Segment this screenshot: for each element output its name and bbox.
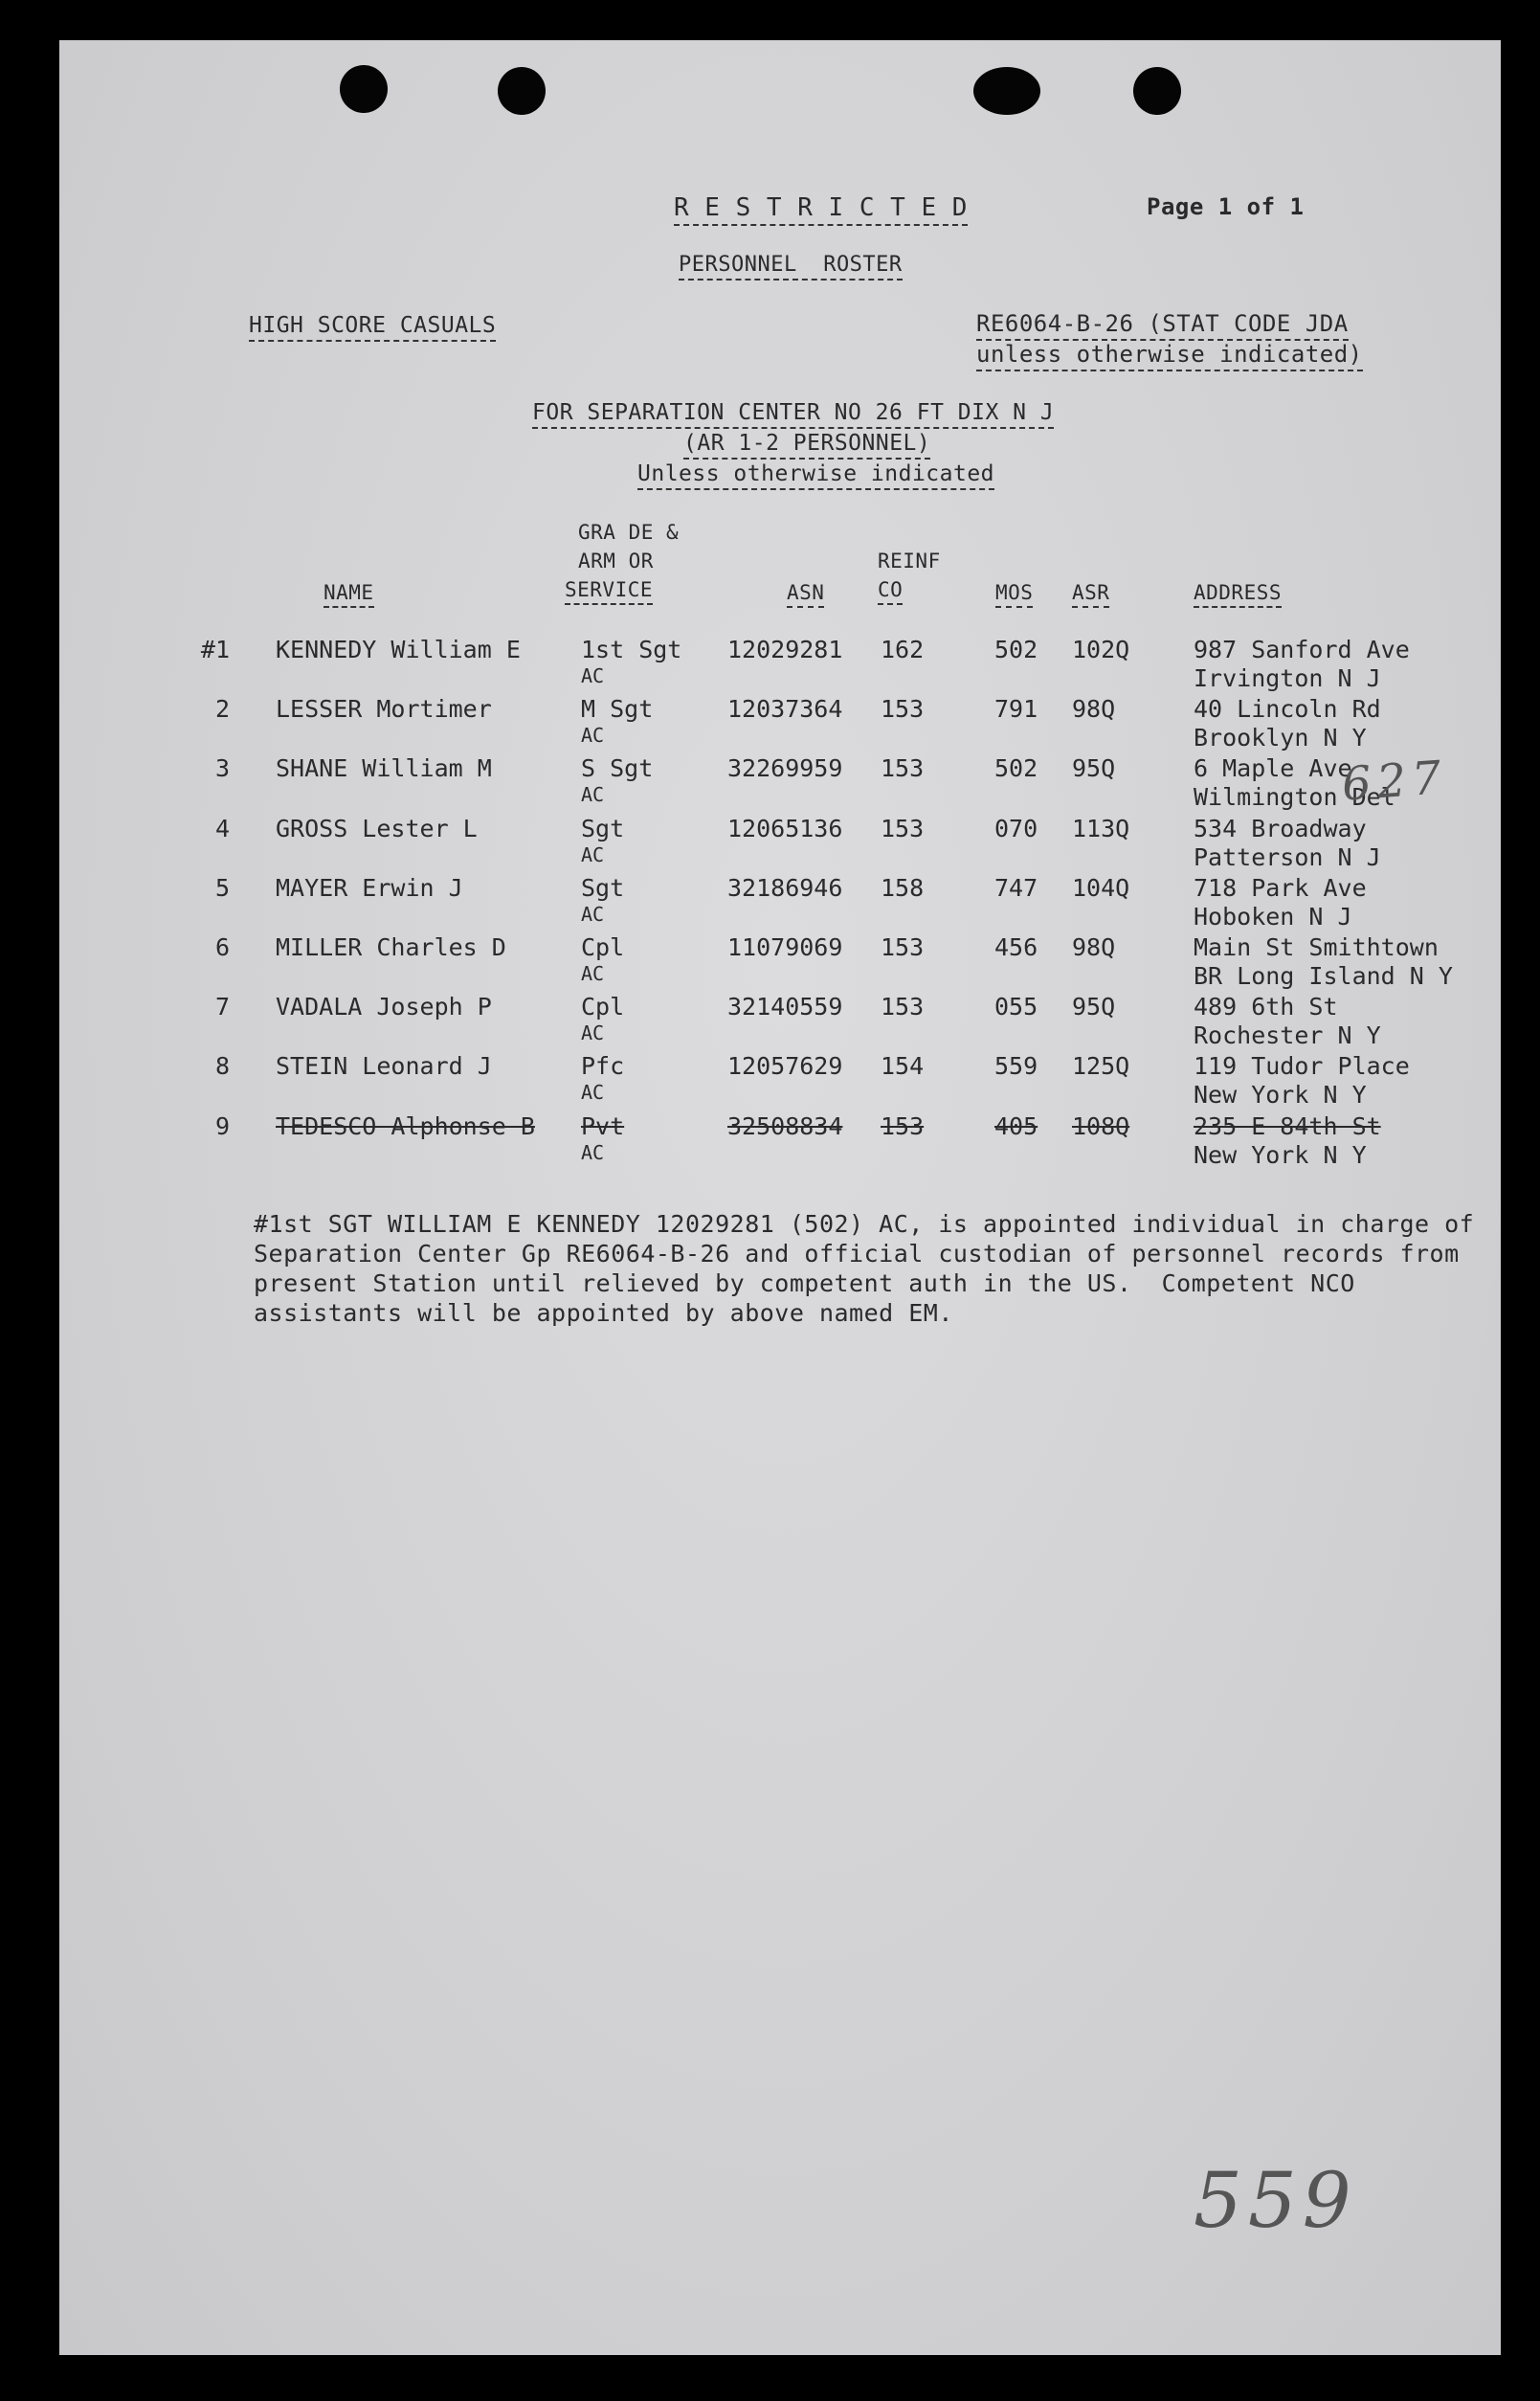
cell-num: 4 xyxy=(214,814,230,842)
cell-asn: 12057629 xyxy=(727,1052,843,1081)
col-mos: MOS xyxy=(995,581,1033,608)
cell-addr2: Patterson N J xyxy=(1194,842,1381,871)
cell-arm: AC xyxy=(581,902,605,926)
cell-co: 153 xyxy=(881,754,925,783)
cell-addr2: Brooklyn N Y xyxy=(1194,724,1367,752)
group-name: HIGH SCORE CASUALS xyxy=(249,313,496,342)
cell-num: 7 xyxy=(214,993,230,1021)
cell-name: TEDESCO Alphonse B xyxy=(276,1111,535,1140)
cell-grade: Sgt xyxy=(581,873,625,902)
cell-num: 8 xyxy=(214,1052,230,1081)
cell-grade: M Sgt xyxy=(581,695,654,724)
col-grade-line-2: ARM OR xyxy=(578,550,654,572)
cell-num: 2 xyxy=(214,695,230,724)
cell-addr1: Main St Smithtown xyxy=(1194,933,1439,961)
cell-asn: 32269959 xyxy=(727,754,843,783)
col-address: ADDRESS xyxy=(1194,581,1282,608)
cell-asr: 98Q xyxy=(1072,695,1116,724)
cell-name: LESSER Mortimer xyxy=(276,695,492,724)
handwritten-overwrite: 627 xyxy=(1340,751,1449,812)
cell-arm: AC xyxy=(581,1081,605,1105)
document-page xyxy=(59,40,1501,2355)
cell-mos: 502 xyxy=(994,754,1038,783)
cell-co: 153 xyxy=(881,695,925,724)
cell-asr: 102Q xyxy=(1072,636,1130,663)
cell-asr: 113Q xyxy=(1072,814,1130,842)
cell-arm: AC xyxy=(581,664,605,687)
cell-co: 154 xyxy=(881,1052,925,1081)
col-name: NAME xyxy=(324,581,374,608)
code-line-1: RE6064-B-26 (STAT CODE JDA xyxy=(976,310,1349,341)
col-grade-line-1: GRA DE & xyxy=(578,521,680,544)
col-reinf-line-1: REINF xyxy=(878,550,941,572)
cell-num: 5 xyxy=(214,873,230,902)
cell-grade: Pfc xyxy=(581,1052,625,1081)
cell-asn: 12065136 xyxy=(727,814,843,842)
cell-addr2: Irvington N J xyxy=(1194,664,1381,692)
punch-hole xyxy=(340,65,388,113)
cell-asr: 95Q xyxy=(1072,993,1116,1021)
col-reinf-line-2: CO xyxy=(878,578,903,605)
cell-asr: 95Q xyxy=(1072,754,1116,783)
page-label: Page 1 of 1 xyxy=(1147,193,1305,220)
cell-asn: 12029281 xyxy=(727,636,843,663)
cell-mos: 405 xyxy=(994,1111,1038,1140)
punch-hole xyxy=(498,67,546,115)
cell-asn: 12037364 xyxy=(727,695,843,724)
cell-name: SHANE William M xyxy=(276,754,492,783)
cell-arm: AC xyxy=(581,1140,605,1164)
cell-asn: 32508834 xyxy=(727,1111,843,1140)
handwritten-page-number: 559 xyxy=(1194,2156,1357,2245)
cell-arm: AC xyxy=(581,1021,605,1045)
cell-mos: 791 xyxy=(994,695,1038,724)
cell-asn: 32186946 xyxy=(727,873,843,902)
cell-name: GROSS Lester L xyxy=(276,814,478,842)
cell-name: STEIN Leonard J xyxy=(276,1052,492,1081)
footnote-line-1: #1st SGT WILLIAM E KENNEDY 12029281 (502) AC, is appointed individual in charge of xyxy=(254,1210,1475,1238)
cell-num: 6 xyxy=(214,933,230,961)
cell-mos: 070 xyxy=(994,814,1038,842)
cell-grade: Pvt xyxy=(581,1111,625,1140)
footnote-line-4: assistants will be appointed by above named EM. xyxy=(254,1299,953,1327)
footnote-line-3: present Station until relieved by competent auth in the US. Competent NCO xyxy=(254,1269,1355,1297)
destination-line-1: FOR SEPARATION CENTER NO 26 FT DIX N J xyxy=(532,400,1054,429)
cell-addr1: 119 Tudor Place xyxy=(1194,1052,1410,1081)
cell-name: KENNEDY William E xyxy=(276,636,521,663)
cell-addr1: 718 Park Ave xyxy=(1194,873,1367,902)
footnote-line-2: Separation Center Gp RE6064-B-26 and official custodian of personnel records from xyxy=(254,1240,1460,1268)
cell-grade: Cpl xyxy=(581,933,625,961)
cell-co: 153 xyxy=(881,814,925,842)
cell-num: 3 xyxy=(214,754,230,783)
cell-asn: 11079069 xyxy=(727,933,843,961)
cell-addr2: Wilmington Del xyxy=(1194,783,1395,812)
cell-num: #1 xyxy=(200,636,230,663)
cell-asr: 125Q xyxy=(1072,1052,1130,1081)
cell-name: MILLER Charles D xyxy=(276,933,506,961)
punch-hole xyxy=(1133,67,1181,115)
cell-mos: 055 xyxy=(994,993,1038,1021)
cell-addr2: BR Long Island N Y xyxy=(1194,962,1453,990)
cell-arm: AC xyxy=(581,724,605,748)
cell-co: 153 xyxy=(881,993,925,1021)
classification-heading: R E S T R I C T E D xyxy=(674,193,968,226)
cell-asn: 32140559 xyxy=(727,993,843,1021)
cell-arm: AC xyxy=(581,962,605,985)
cell-addr2: New York N Y xyxy=(1194,1081,1367,1110)
cell-arm: AC xyxy=(581,842,605,866)
cell-addr1: 40 Lincoln Rd xyxy=(1194,695,1381,724)
destination-line-3: Unless otherwise indicated xyxy=(637,461,994,490)
cell-addr1: 987 Sanford Ave xyxy=(1194,636,1410,663)
cell-asr: 104Q xyxy=(1072,873,1130,902)
cell-grade: S Sgt xyxy=(581,754,654,783)
col-asn: ASN xyxy=(787,581,824,608)
cell-mos: 502 xyxy=(994,636,1038,663)
cell-grade: Cpl xyxy=(581,993,625,1021)
cell-addr2: Rochester N Y xyxy=(1194,1021,1381,1050)
cell-addr1: 534 Broadway xyxy=(1194,814,1367,842)
col-asr: ASR xyxy=(1072,581,1109,608)
cell-addr2: Hoboken N J xyxy=(1194,902,1352,931)
code-line-2: unless otherwise indicated) xyxy=(976,341,1363,371)
destination-line-2: (AR 1-2 PERSONNEL) xyxy=(683,431,930,460)
cell-mos: 559 xyxy=(994,1052,1038,1081)
cell-co: 162 xyxy=(881,636,925,663)
cell-name: VADALA Joseph P xyxy=(276,993,492,1021)
col-grade-line-3: SERVICE xyxy=(565,578,653,605)
cell-asr: 98Q xyxy=(1072,933,1116,961)
cell-co: 153 xyxy=(881,933,925,961)
punch-hole xyxy=(973,67,1040,115)
cell-addr1: 489 6th St xyxy=(1194,993,1338,1021)
cell-grade: Sgt xyxy=(581,814,625,842)
cell-arm: AC xyxy=(581,783,605,807)
cell-name: MAYER Erwin J xyxy=(276,873,463,902)
cell-mos: 456 xyxy=(994,933,1038,961)
cell-num: 9 xyxy=(214,1111,230,1140)
cell-asr: 108Q xyxy=(1072,1111,1130,1140)
cell-addr1: 6 Maple Ave xyxy=(1194,754,1352,783)
cell-addr1: 235 E 84th St xyxy=(1194,1111,1381,1140)
roster-title: PERSONNEL ROSTER xyxy=(679,253,903,280)
cell-co: 158 xyxy=(881,873,925,902)
cell-grade: 1st Sgt xyxy=(581,636,682,663)
cell-mos: 747 xyxy=(994,873,1038,902)
cell-co: 153 xyxy=(881,1111,925,1140)
cell-addr2: New York N Y xyxy=(1194,1140,1367,1169)
